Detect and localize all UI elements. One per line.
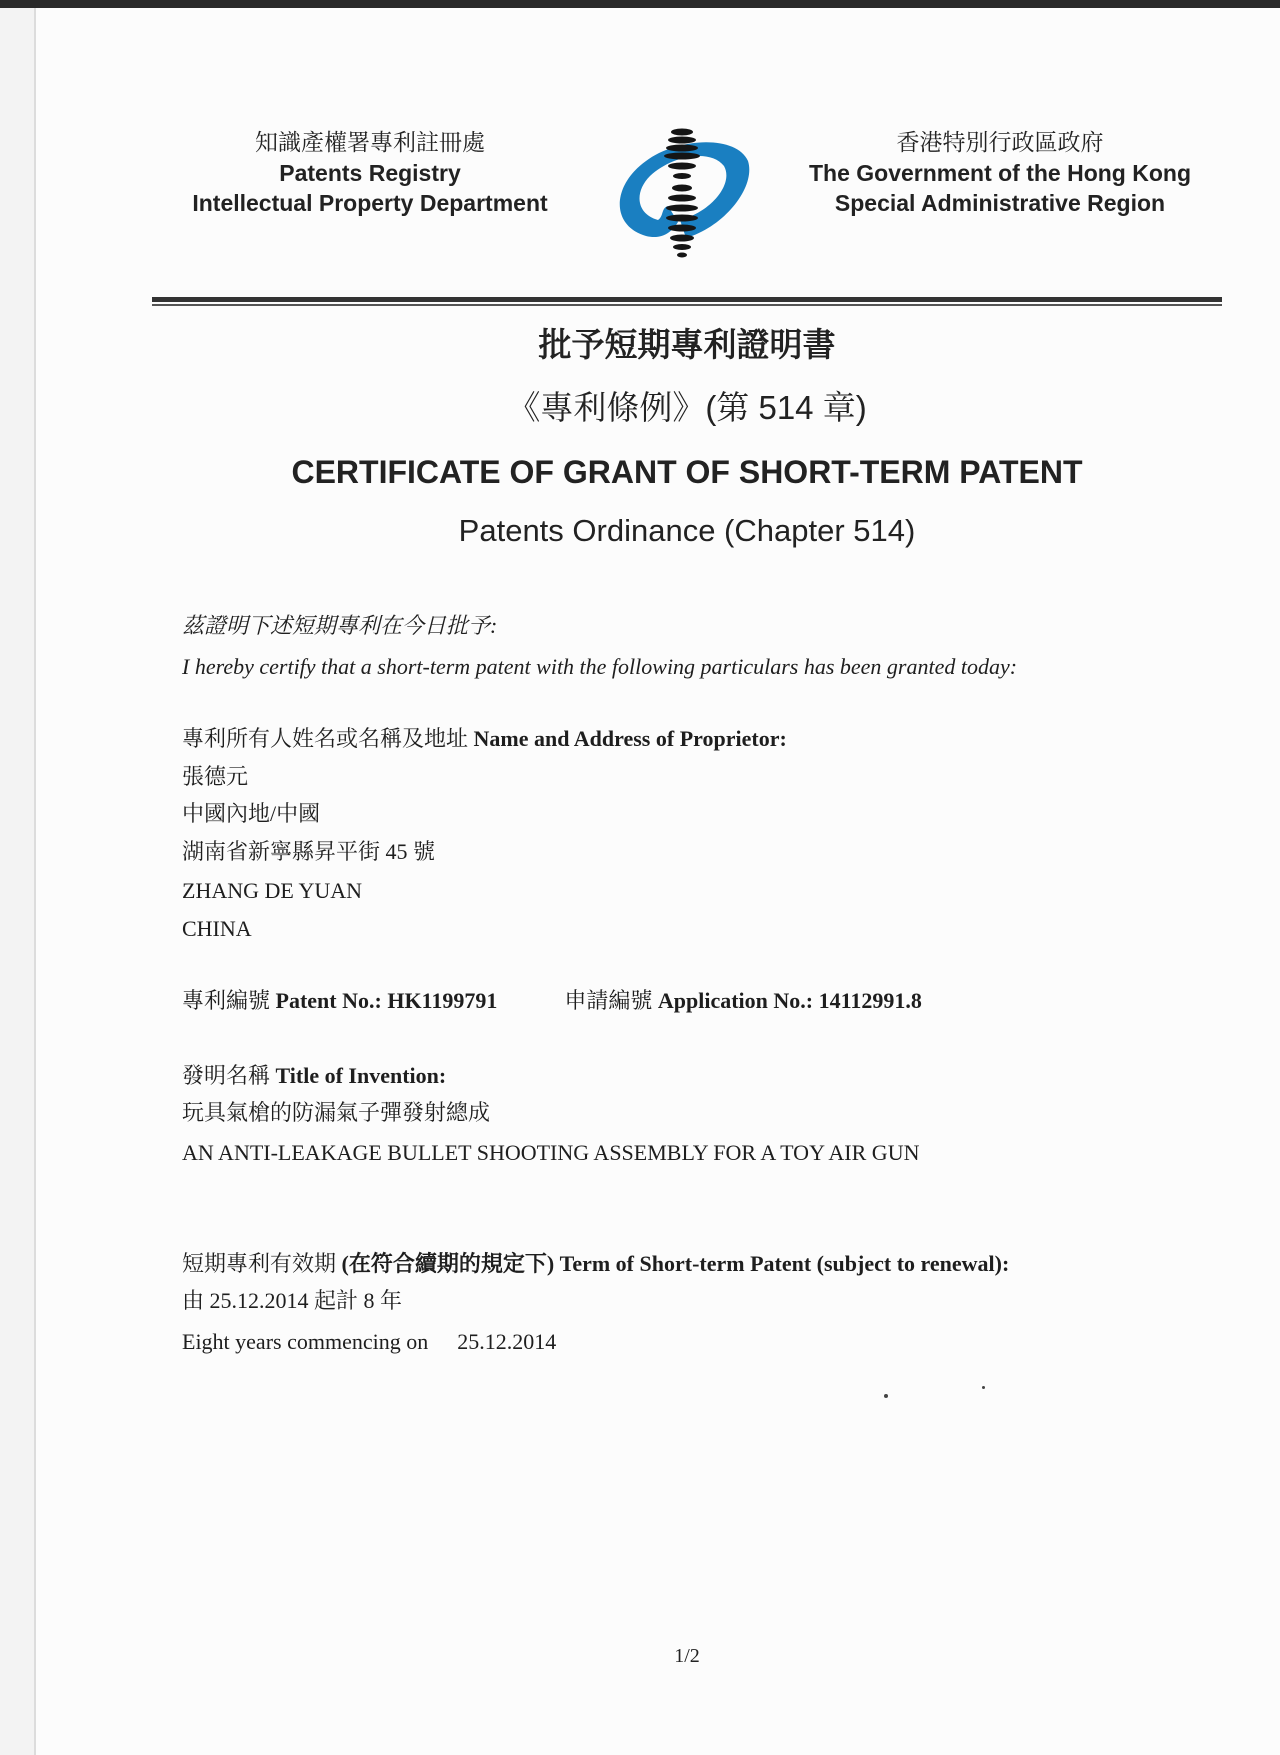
proprietor-label-zh: 專利所有人姓名或名稱及地址: [182, 726, 469, 751]
application-no-label-zh: 申請編號: [564, 988, 653, 1013]
certificate-title-en: CERTIFICATE OF GRANT OF SHORT-TERM PATENT: [291, 454, 1083, 490]
logo-stack: [664, 129, 700, 258]
certify-statement-zh: 茲證明下述短期專利在今日批予:: [182, 613, 498, 638]
term-label-en: Term of Short-term Patent (subject to renewal):: [559, 1251, 1010, 1276]
proprietor-label-en: Name and Address of Proprietor:: [473, 726, 787, 751]
proprietor-country-zh: 中國內地/中國: [182, 801, 321, 826]
term-renewal-note-zh: (在符合續期的規定下): [341, 1251, 555, 1276]
proprietor-country-en: CHINA: [182, 916, 252, 941]
patent-no-value: HK1199791: [387, 988, 498, 1013]
patent-no-label-zh: 專利編號: [182, 988, 271, 1013]
header-right-block: [780, 128, 1220, 218]
registry-name-en: Patents Registry: [279, 160, 461, 186]
certificate-title-zh: 批予短期專利證明書: [538, 328, 836, 364]
invention-label-zh: 發明名稱: [182, 1063, 271, 1088]
government-name-en-2: Special Administrative Region: [834, 190, 1166, 216]
scan-margin: [0, 0, 36, 1755]
hong-kong-ipd-logo-icon: [606, 126, 756, 260]
term-commencement-date: 25.12.2014: [457, 1329, 557, 1354]
invention-label-en: Title of Invention:: [275, 1063, 447, 1088]
scan-top-border: [0, 0, 1280, 8]
invention-title-zh: 玩具氣槍的防漏氣子彈發射總成: [182, 1100, 491, 1125]
ordinance-reference-zh: 《專利條例》(第 514 章): [507, 389, 867, 426]
ordinance-reference-en: Patents Ordinance (Chapter 514): [458, 513, 916, 548]
invention-title-en: AN ANTI-LEAKAGE BULLET SHOOTING ASSEMBLY FOR A TOY AIR GUN: [182, 1140, 920, 1165]
scan-speck: [982, 1386, 985, 1389]
application-no-value: 14112991.8: [818, 988, 922, 1013]
patent-no-label-en: Patent No.:: [275, 988, 382, 1013]
application-no-label-en: Application No.:: [657, 988, 814, 1013]
term-label: [182, 1249, 1222, 1279]
header-rule-thick: [152, 297, 1222, 302]
header-rule-thin: [152, 304, 1222, 306]
proprietor-name-en: ZHANG DE YUAN: [182, 878, 363, 903]
proprietor-name-zh: 張德元: [182, 764, 249, 789]
header-left-block: [170, 128, 570, 218]
certify-statement-en: I hereby certify that a short-term patent with the following particulars has been granted today:: [182, 654, 1018, 679]
proprietor-address-zh: 湖南省新寧縣昇平街 45 號: [182, 839, 436, 864]
patent-number-row: [182, 986, 1222, 1016]
government-name-zh: 香港特別行政區政府: [896, 130, 1104, 155]
proprietor-label: [182, 724, 1222, 754]
department-name-en: Intellectual Property Department: [192, 190, 548, 216]
invention-label: [182, 1061, 1222, 1091]
government-name-en-1: The Government of the Hong Kong: [808, 160, 1192, 186]
page-number: 1/2: [674, 1645, 700, 1667]
term-line-en: [182, 1327, 1222, 1357]
scan-speck: [884, 1394, 888, 1398]
registry-name-zh: 知識產權署專利註冊處: [255, 130, 485, 155]
term-line-en-prefix: Eight years commencing on: [182, 1329, 429, 1354]
term-label-zh: 短期專利有效期: [182, 1251, 337, 1276]
term-line-zh: 由 25.12.2014 起計 8 年: [182, 1288, 403, 1313]
